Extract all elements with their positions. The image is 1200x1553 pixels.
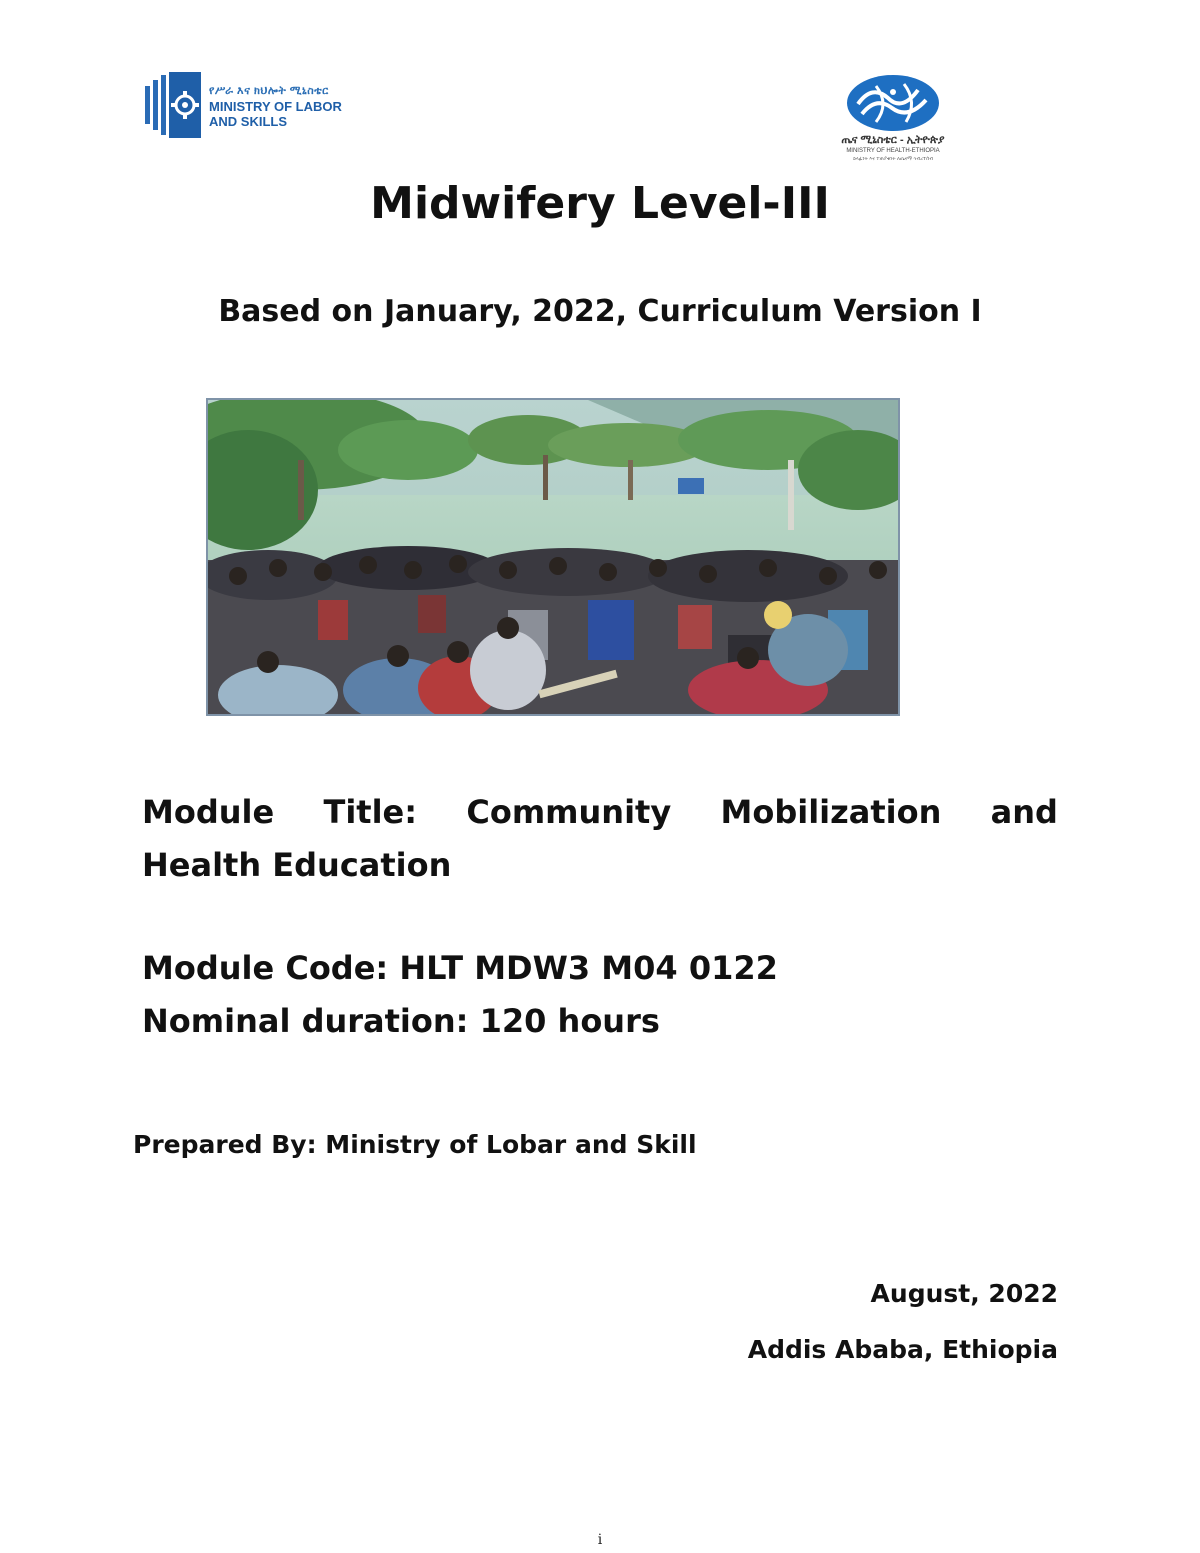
ministry-of-health-logo xyxy=(818,74,968,164)
publication-date: August, 2022 xyxy=(870,1279,1058,1308)
module-title-line2: Health Education xyxy=(142,846,452,884)
module-title xyxy=(142,786,1058,892)
module-title-word: Mobilization xyxy=(720,793,942,831)
publication-location: Addis Ababa, Ethiopia xyxy=(747,1335,1058,1364)
community-gathering-photo xyxy=(206,398,900,716)
ministry-labor-amharic: የሥራ እና ክህሎት ሚኒስቴር xyxy=(209,85,329,97)
module-title-word: Module xyxy=(142,793,275,831)
document-title: Midwifery Level-III xyxy=(370,178,830,229)
date-location xyxy=(748,1266,1058,1378)
module-info xyxy=(142,942,778,1048)
nominal-duration: Nominal duration: 120 hours xyxy=(142,1002,660,1040)
ministry-health-english: MINISTRY OF HEALTH-ETHIOPIA xyxy=(846,148,940,154)
module-title-word: Title: xyxy=(323,793,418,831)
ministry-bars-icon xyxy=(145,72,203,138)
ministry-health-amharic: ጤና ሚኒስቴር - ኢትዮጵያ xyxy=(841,134,945,146)
prepared-by: Prepared By: Ministry of Lobar and Skill xyxy=(133,1130,697,1159)
health-emblem-icon xyxy=(846,74,940,134)
page-number: i xyxy=(597,1532,603,1548)
ministry-of-labor-logo xyxy=(145,72,355,138)
ministry-health-tagline: ኃላፊነት እና ተጠያቂነት ለጤናማ ኅብረተሰብ xyxy=(852,156,934,162)
module-title-word: Community xyxy=(466,793,672,831)
module-title-line1 xyxy=(142,786,1058,839)
document-subtitle: Based on January, 2022, Curriculum Version I xyxy=(218,294,982,329)
module-code: Module Code: HLT MDW3 M04 0122 xyxy=(142,949,778,987)
ministry-labor-line2: AND SKILLS xyxy=(209,114,287,129)
module-title-word: and xyxy=(990,793,1058,831)
ministry-labor-line1: MINISTRY OF LABOR xyxy=(209,99,342,114)
